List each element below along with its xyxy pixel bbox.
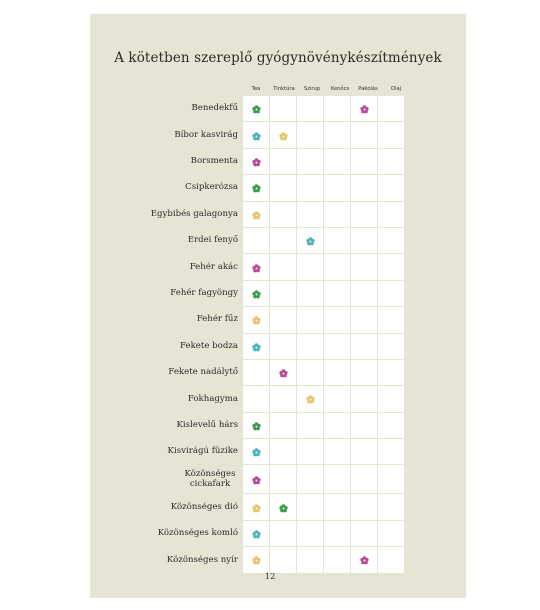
matrix-cell bbox=[270, 307, 297, 333]
table-row bbox=[243, 122, 405, 148]
table-row bbox=[243, 520, 405, 546]
flower-icon bbox=[252, 476, 261, 485]
row-label: Bíbor kasvirág bbox=[174, 129, 238, 140]
matrix-cell bbox=[324, 254, 351, 280]
matrix-cell bbox=[378, 254, 405, 280]
row-label: Fekete bodza bbox=[180, 340, 238, 351]
matrix-cell bbox=[324, 439, 351, 465]
matrix-cell bbox=[378, 96, 405, 122]
matrix-cell bbox=[243, 254, 270, 280]
matrix-cell bbox=[270, 333, 297, 359]
matrix-cell bbox=[324, 122, 351, 148]
matrix-cell bbox=[324, 520, 351, 546]
matrix-cell bbox=[351, 254, 378, 280]
matrix-cell bbox=[297, 333, 324, 359]
matrix-cell bbox=[243, 333, 270, 359]
matrix-cell bbox=[351, 359, 378, 385]
column-header: Tea bbox=[251, 86, 261, 92]
table-row bbox=[243, 254, 405, 280]
matrix-cell bbox=[378, 227, 405, 253]
flower-icon bbox=[252, 316, 261, 325]
matrix-cell bbox=[351, 148, 378, 174]
matrix-cell bbox=[243, 520, 270, 546]
matrix-cell bbox=[324, 333, 351, 359]
matrix-cell bbox=[351, 465, 378, 494]
matrix-cell bbox=[270, 122, 297, 148]
matrix-cell bbox=[324, 307, 351, 333]
page-title: A kötetben szereplő gyógynövénykészítmények bbox=[114, 50, 442, 66]
matrix-cell bbox=[297, 96, 324, 122]
table-row bbox=[243, 359, 405, 385]
flower-icon bbox=[252, 422, 261, 431]
matrix-cell bbox=[351, 520, 378, 546]
table-row bbox=[243, 386, 405, 412]
matrix-cell bbox=[378, 148, 405, 174]
flower-icon bbox=[306, 395, 315, 404]
matrix-cell bbox=[378, 465, 405, 494]
row-label: Fehér fűz bbox=[196, 314, 238, 325]
matrix-cell bbox=[270, 547, 297, 573]
matrix-cell bbox=[270, 96, 297, 122]
matrix-cell bbox=[270, 359, 297, 385]
matrix-cell bbox=[270, 227, 297, 253]
column-header: Szirup bbox=[303, 86, 321, 92]
matrix-cell bbox=[297, 201, 324, 227]
matrix-cell bbox=[297, 122, 324, 148]
matrix-cell bbox=[378, 280, 405, 306]
matrix-cell bbox=[297, 465, 324, 494]
row-label: Közönséges nyír bbox=[166, 554, 238, 565]
matrix-cell bbox=[351, 201, 378, 227]
matrix-cell bbox=[297, 227, 324, 253]
matrix-cell bbox=[351, 175, 378, 201]
matrix-cell bbox=[270, 520, 297, 546]
matrix-cell bbox=[243, 122, 270, 148]
flower-icon bbox=[252, 264, 261, 273]
matrix-cell bbox=[378, 547, 405, 573]
flower-icon bbox=[252, 448, 261, 457]
matrix-cell bbox=[324, 201, 351, 227]
row-label: Közönséges dió bbox=[170, 501, 238, 512]
column-header: Olaj bbox=[390, 86, 402, 92]
table-row bbox=[243, 148, 405, 174]
matrix-cell bbox=[378, 439, 405, 465]
matrix-cell bbox=[378, 175, 405, 201]
table-row bbox=[243, 547, 405, 573]
matrix-cell bbox=[351, 333, 378, 359]
flower-icon bbox=[279, 504, 288, 513]
column-header: Tinktúra bbox=[273, 86, 295, 92]
flower-icon bbox=[252, 105, 261, 114]
matrix-cell bbox=[324, 280, 351, 306]
matrix-cell bbox=[351, 307, 378, 333]
table-row bbox=[243, 333, 405, 359]
matrix-cell bbox=[297, 175, 324, 201]
matrix-cell bbox=[351, 412, 378, 438]
row-label: Kislevelű hárs bbox=[176, 420, 238, 430]
row-label: Egybibés galagonya bbox=[150, 208, 238, 219]
table-row bbox=[243, 439, 405, 465]
matrix-cell bbox=[324, 412, 351, 438]
matrix-cell bbox=[270, 201, 297, 227]
matrix-cell bbox=[297, 359, 324, 385]
matrix-cell bbox=[378, 359, 405, 385]
table-row bbox=[243, 175, 405, 201]
matrix-cell bbox=[270, 412, 297, 438]
row-label: Fehér fagyöngy bbox=[170, 288, 238, 298]
flower-icon bbox=[360, 556, 369, 565]
matrix-cell bbox=[324, 494, 351, 520]
row-label: Csipkerózsa bbox=[185, 182, 238, 193]
matrix-cell bbox=[297, 439, 324, 465]
matrix-cell bbox=[378, 307, 405, 333]
flower-icon bbox=[360, 105, 369, 114]
table-row bbox=[243, 494, 405, 520]
column-header: Kenőcs bbox=[330, 86, 350, 92]
flower-icon bbox=[279, 132, 288, 141]
row-label: Kisvirágú füzike bbox=[167, 446, 238, 457]
matrix-cell bbox=[351, 494, 378, 520]
table-row bbox=[243, 280, 405, 306]
matrix-cell bbox=[297, 148, 324, 174]
matrix-cell bbox=[324, 96, 351, 122]
matrix-cell bbox=[243, 201, 270, 227]
matrix-cell bbox=[297, 412, 324, 438]
matrix-cell bbox=[378, 333, 405, 359]
column-header: Pakolás bbox=[358, 86, 378, 92]
matrix-cell bbox=[243, 494, 270, 520]
matrix-cell bbox=[324, 148, 351, 174]
flower-icon bbox=[306, 237, 315, 246]
matrix-cell bbox=[270, 494, 297, 520]
matrix-cell bbox=[378, 201, 405, 227]
matrix-cell bbox=[243, 96, 270, 122]
matrix-cell bbox=[324, 175, 351, 201]
matrix-cell bbox=[270, 175, 297, 201]
matrix-cell bbox=[297, 520, 324, 546]
matrix-cell bbox=[324, 227, 351, 253]
row-label: Közönséges komló bbox=[157, 528, 238, 539]
matrix-cell bbox=[270, 386, 297, 412]
matrix-cell bbox=[378, 122, 405, 148]
flower-icon bbox=[252, 132, 261, 141]
matrix-cell bbox=[270, 439, 297, 465]
matrix-cell bbox=[243, 307, 270, 333]
flower-icon bbox=[252, 290, 261, 299]
table-row bbox=[243, 412, 405, 438]
row-label: Fehér akác bbox=[189, 261, 238, 272]
matrix-cell bbox=[243, 465, 270, 494]
preparation-matrix bbox=[242, 95, 405, 574]
row-label: Erdei fenyő bbox=[187, 235, 238, 246]
matrix-cell bbox=[243, 547, 270, 573]
matrix-cell bbox=[324, 465, 351, 494]
matrix-cell bbox=[243, 359, 270, 385]
table-row bbox=[243, 201, 405, 227]
row-label: Fokhagyma bbox=[187, 393, 238, 404]
flower-icon bbox=[252, 184, 261, 193]
matrix-cell bbox=[297, 547, 324, 573]
flower-icon bbox=[279, 369, 288, 378]
matrix-cell bbox=[270, 280, 297, 306]
table-row bbox=[243, 227, 405, 253]
matrix-cell bbox=[243, 280, 270, 306]
row-label: Borsmenta bbox=[190, 156, 238, 166]
matrix-cell bbox=[243, 148, 270, 174]
matrix-cell bbox=[270, 254, 297, 280]
matrix-cell bbox=[351, 386, 378, 412]
row-label: Benedekfű bbox=[191, 103, 238, 114]
matrix-cell bbox=[297, 386, 324, 412]
matrix-cell bbox=[351, 96, 378, 122]
matrix-cell bbox=[243, 412, 270, 438]
matrix-cell bbox=[378, 520, 405, 546]
matrix-cell bbox=[297, 307, 324, 333]
row-label: Fekete nadálytő bbox=[168, 367, 238, 378]
flower-icon bbox=[252, 158, 261, 167]
matrix-cell bbox=[351, 547, 378, 573]
page-number: 12 bbox=[264, 572, 276, 582]
table-row bbox=[243, 96, 405, 122]
matrix-cell bbox=[243, 227, 270, 253]
matrix-cell bbox=[351, 439, 378, 465]
matrix-cell bbox=[351, 122, 378, 148]
flower-icon bbox=[252, 556, 261, 565]
matrix-cell bbox=[297, 254, 324, 280]
table-row bbox=[243, 465, 405, 494]
matrix-cell bbox=[243, 386, 270, 412]
matrix-cell bbox=[378, 412, 405, 438]
matrix-cell bbox=[378, 386, 405, 412]
matrix-cell bbox=[243, 439, 270, 465]
matrix-cell bbox=[324, 386, 351, 412]
flower-icon bbox=[252, 211, 261, 220]
matrix-cell bbox=[324, 359, 351, 385]
table-row bbox=[243, 307, 405, 333]
row-label: Közönséges cickafark bbox=[184, 468, 236, 489]
matrix-cell bbox=[297, 280, 324, 306]
matrix-cell bbox=[243, 175, 270, 201]
flower-icon bbox=[252, 504, 261, 513]
flower-icon bbox=[252, 343, 261, 352]
matrix-cell bbox=[270, 148, 297, 174]
matrix-cell bbox=[324, 547, 351, 573]
flower-icon bbox=[252, 530, 261, 539]
matrix-cell bbox=[378, 494, 405, 520]
matrix-cell bbox=[351, 227, 378, 253]
matrix-cell bbox=[351, 280, 378, 306]
matrix-cell bbox=[270, 465, 297, 494]
matrix-cell bbox=[297, 494, 324, 520]
